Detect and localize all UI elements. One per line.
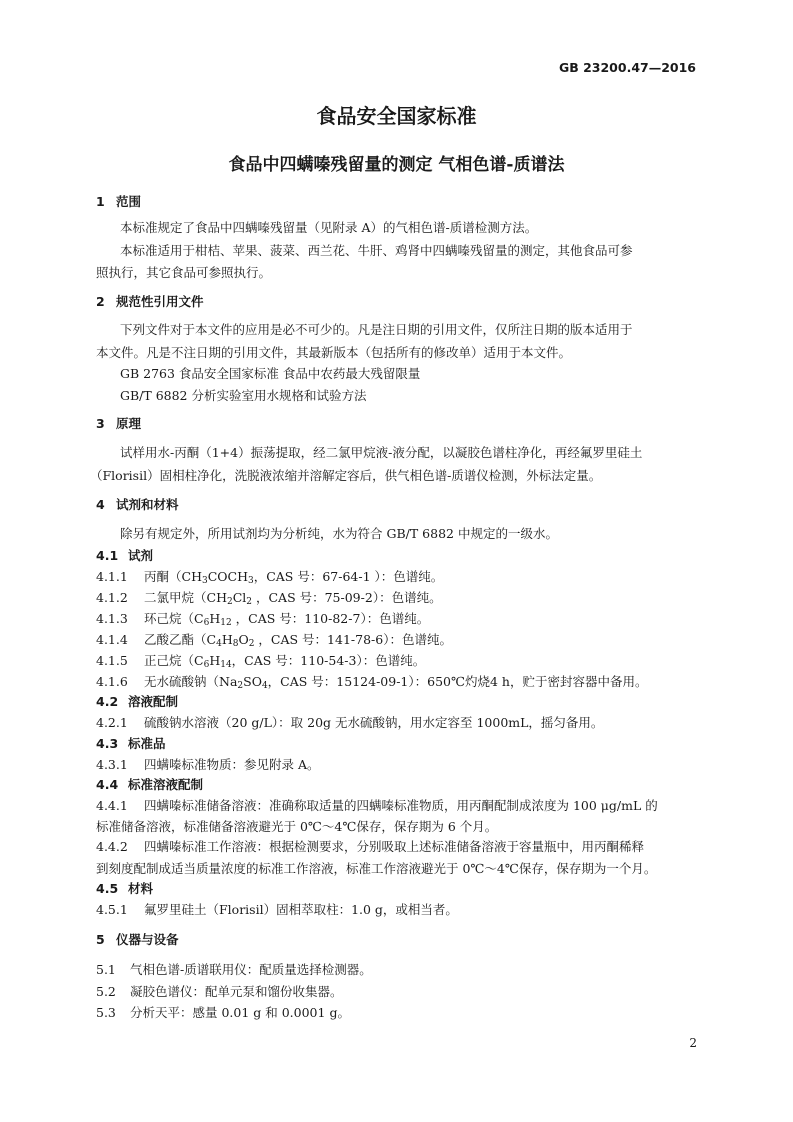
section-heading-5: 5 仪器与设备 xyxy=(96,932,179,947)
reagent-text: 无水硫酸钠（$Na_2SO_4$，CAS 号：15124-09-1）：650℃灼烧4 h，贮于密封容器中备用。 xyxy=(144,674,648,691)
subsection-heading-4-5: 4.5 材料 xyxy=(96,881,154,896)
subsection-heading-4-1: 4.1 试剂 xyxy=(96,548,154,563)
reference-line: GB/T 6882 分析实验室用水规格和试验方法 xyxy=(120,388,367,403)
formula-subscript: 8 xyxy=(232,639,239,649)
paragraph-line: 本文件。凡是不注日期的引用文件，其最新版本（包括所有的修改单）适用于本文件。 xyxy=(96,345,572,360)
formula-subscript: 12 xyxy=(220,618,232,628)
formula-subscript: 2 xyxy=(246,597,252,607)
reference-line: GB 2763 食品安全国家标准 食品中农药最大残留限量 xyxy=(120,366,421,381)
equipment-item: 5.3 分析天平：感量 0.01 g 和 0.0001 g。 xyxy=(96,1005,350,1020)
reagent-item: 4.1.4 乙酸乙酯（$C_4H_8O_2$ ，CAS 号：141-78-6）：色谱纯。 xyxy=(96,632,452,649)
reagent-item: 4.1.2 二氯甲烷（$CH_2Cl_2$ ，CAS 号：75-09-2）：色谱纯。 xyxy=(96,590,442,607)
standard-item: 4.3.1 四螨嗪标准物质：参见附录 A。 xyxy=(96,757,320,772)
standard-solution-item: 4.4.1 四螨嗪标准储备溶液：准确称取适量的四螨嗪标准物质，用丙酮配制成浓度为 100 μg/mL 的 xyxy=(96,798,658,813)
reagent-item: 4.1.6 无水硫酸钠（$Na_2SO_4$，CAS 号：15124-09-1）：650℃灼烧4 h，贮于密封容器中备用。 xyxy=(96,674,648,691)
reagent-text: 正己烷（$C_6H_{14}$，CAS 号：110-54-3）：色谱纯。 xyxy=(144,653,426,670)
section-heading-4: 4 试剂和材料 xyxy=(96,497,179,512)
paragraph-line: 除另有规定外，所用试剂均为分析纯，水为符合 GB/T 6882 中规定的一级水。 xyxy=(120,526,558,541)
section-heading-1: 1 范围 xyxy=(96,194,142,209)
paragraph-line: 标准储备溶液，标准储备溶液避光于 0℃～4℃保存，保存期为 6 个月。 xyxy=(96,819,498,834)
reagent-text: 乙酸乙酯（$C_4H_8O_2$ ，CAS 号：141-78-6）：色谱纯。 xyxy=(144,632,452,649)
document-subtitle: 食品中四螨嗪残留量的测定 气相色谱-质谱法 xyxy=(228,155,565,175)
formula-subscript: 2 xyxy=(248,639,255,649)
paragraph-line: 下列文件对于本文件的应用是必不可少的。凡是注日期的引用文件，仅所注日期的版本适用于 xyxy=(120,322,633,337)
formula-subscript: 2 xyxy=(237,681,244,691)
formula-subscript: 6 xyxy=(203,618,210,628)
solution-item: 4.2.1 硫酸钠水溶液（20 g/L）：取 20g 无水硫酸钠，用水定容至 1000mL，摇匀备用。 xyxy=(96,715,604,730)
formula-subscript: 2 xyxy=(226,597,233,607)
material-item: 4.5.1 氟罗里硅土（Florisil）固相萃取柱：1.0 g，或相当者。 xyxy=(96,902,458,917)
subsection-heading-4-3: 4.3 标准品 xyxy=(96,736,166,751)
page-number: 2 xyxy=(689,1036,697,1050)
standard-solution-item: 4.4.2 四螨嗪标准工作溶液：根据检测要求，分别吸取上述标准储备溶液于容量瓶中，用丙酮稀释 xyxy=(96,839,645,854)
paragraph-line: （Florisil）固相柱净化，洗脱液浓缩并溶解定容后，供气相色谱-质谱仪检测，外标法定量。 xyxy=(90,468,602,483)
paragraph-line: 本标准规定了食品中四螨嗪残留量（见附录 A）的气相色谱-质谱检测方法。 xyxy=(120,220,538,235)
reagent-text: 丙酮（$CH_3COCH_3$，CAS 号：67-64-1 ）：色谱纯。 xyxy=(144,569,444,586)
reagent-item: 4.1.5 正己烷（$C_6H_{14}$，CAS 号：110-54-3）：色谱纯。 xyxy=(96,653,426,670)
reagent-text: 环己烷（$C_6H_{12}$ ，CAS 号：110-82-7）：色谱纯。 xyxy=(144,611,430,628)
subsection-heading-4-4: 4.4 标准溶液配制 xyxy=(96,777,204,792)
formula-subscript: 4 xyxy=(216,639,222,649)
paragraph-line: 到刻度配制成适当质量浓度的标准工作溶液，标准工作溶液避光于 0℃～4℃保存，保存期为一个月。 xyxy=(96,861,657,876)
reagent-item: 4.1.1 丙酮（$CH_3COCH_3$，CAS 号：67-64-1 ）：色谱纯。 xyxy=(96,569,444,586)
subsection-heading-4-2: 4.2 溶液配制 xyxy=(96,694,179,709)
paragraph-line: 试样用水-丙酮（1+4）振荡提取，经二氯甲烷液-液分配，以凝胶色谱柱净化，再经氟罗里硅土 xyxy=(120,445,643,460)
formula-subscript: 3 xyxy=(247,576,254,586)
section-heading-2: 2 规范性引用文件 xyxy=(96,294,204,309)
paragraph-line: 本标准适用于柑桔、苹果、菠菜、西兰花、牛肝、鸡肾中四螨嗪残留量的测定，其他食品可参 xyxy=(120,243,633,258)
standard-number: GB 23200.47—2016 xyxy=(558,60,696,75)
formula-subscript: 14 xyxy=(220,660,232,670)
reagent-item: 4.1.3 环己烷（$C_6H_{12}$ ，CAS 号：110-82-7）：色谱纯。 xyxy=(96,611,430,628)
formula-subscript: 3 xyxy=(201,576,208,586)
equipment-item: 5.1 气相色谱-质谱联用仪：配质量选择检测器。 xyxy=(96,962,372,977)
reagent-text: 二氯甲烷（$CH_2Cl_2$ ，CAS 号：75-09-2）：色谱纯。 xyxy=(144,590,442,607)
formula-subscript: 6 xyxy=(203,660,210,670)
section-heading-3: 3 原理 xyxy=(96,416,142,431)
equipment-item: 5.2 凝胶色谱仪：配单元泵和馏份收集器。 xyxy=(96,984,343,999)
paragraph-line: 照执行，其它食品可参照执行。 xyxy=(96,265,272,280)
formula-subscript: 4 xyxy=(261,681,268,691)
document-title: 食品安全国家标准 xyxy=(316,104,477,128)
